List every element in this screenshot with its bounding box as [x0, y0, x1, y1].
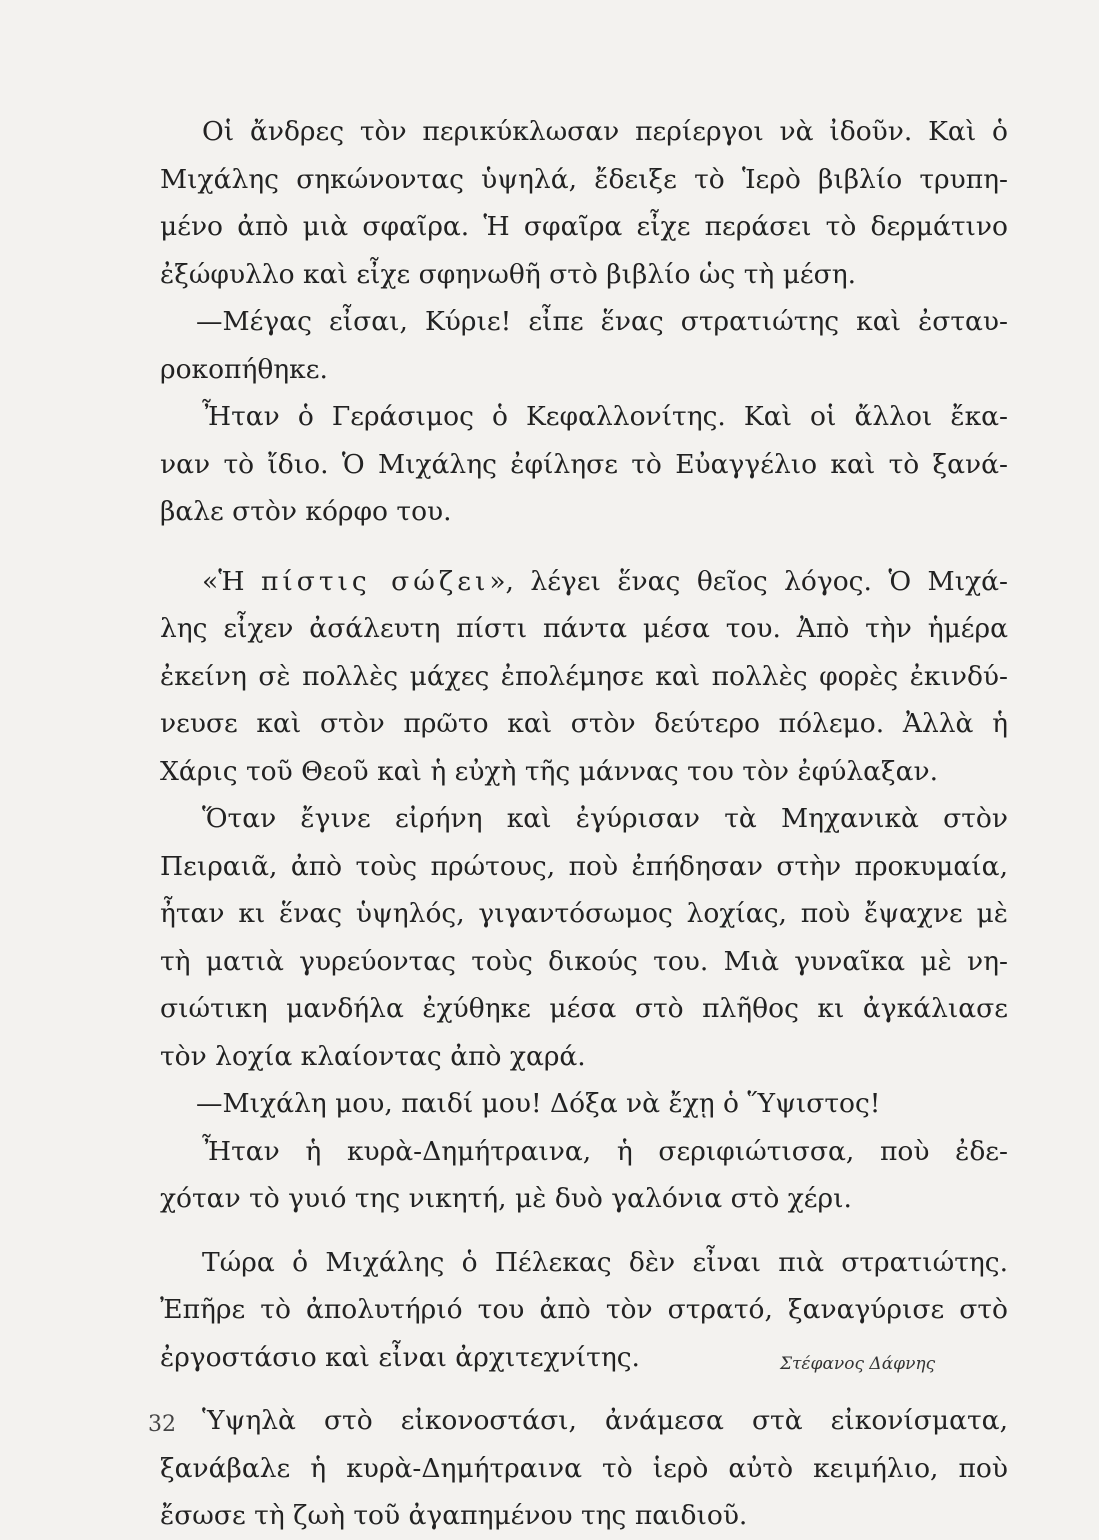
quote-open: «Ἡ	[202, 565, 261, 597]
quote-spaced-text: πίστις σώζει	[260, 565, 490, 597]
paragraph-9	[160, 1397, 1008, 1540]
author-signature: Στέφανος Δάφνης	[780, 1354, 936, 1374]
quote-rest: », λέγει ἕνας θεῖος λόγος. Ὁ Μιχά-	[489, 565, 1008, 597]
paragraph-1	[160, 108, 1008, 298]
paragraph-4	[160, 558, 1008, 796]
page-number: 32	[148, 1412, 176, 1437]
paragraph-2	[160, 298, 1008, 393]
text-line: λης εἶχεν ἀσάλευτη πίστι πάντα μέσα του. Ἀπὸ τὴν ἡμέρα	[160, 613, 1008, 644]
text-line: Ὑψηλὰ στὸ εἰκονοστάσι, ἀνάμεσα στὰ εἰκονίσματα,	[202, 1405, 1008, 1436]
text-line: ἦταν κι ἕνας ὑψηλός, γιγαντόσωμος λοχίας, ποὺ ἔψαχνε μὲ	[160, 898, 1008, 929]
text-line: σιώτικη μανδήλα ἐχύθηκε μέσα στὸ πλῆθος κι ἀγκάλιασε	[160, 993, 1008, 1024]
text-line: Χάρις τοῦ Θεοῦ καὶ ἡ εὐχὴ τῆς μάννας του τὸν ἐφύλαξαν.	[160, 755, 939, 787]
text-line: τὸν λοχία κλαίοντας ἀπὸ χαρά.	[160, 1040, 586, 1072]
text-line: νευσε καὶ στὸν πρῶτο καὶ στὸν δεύτερο πόλεμο. Ἀλλὰ ἡ	[160, 708, 1008, 739]
text-line: Ὅταν ἔγινε εἰρήνη καὶ ἐγύρισαν τὰ Μηχανικὰ στὸν	[202, 803, 1008, 834]
text-line: ναν τὸ ἴδιο. Ὁ Μιχάλης ἐφίλησε τὸ Εὐαγγέλιο καὶ τὸ ξανά-	[160, 448, 1008, 480]
text-line: χόταν τὸ γυιό της νικητή, μὲ δυὸ γαλόνια στὸ χέρι.	[160, 1183, 852, 1214]
text-line: τὴ ματιὰ γυρεύοντας τοὺς δικούς του. Μιὰ γυναῖκα μὲ νη-	[160, 945, 1008, 977]
text-line: Μιχάλης σηκώνοντας ὑψηλά, ἔδειξε τὸ Ἱερὸ βιβλίο τρυπη-	[160, 163, 1008, 195]
text-line: βαλε στὸν κόρφο του.	[160, 496, 452, 527]
body-text	[160, 108, 1008, 1540]
text-line: ἔσωσε τὴ ζωὴ τοῦ ἀγαπημένου της παιδιοῦ.	[160, 1500, 748, 1531]
text-line: ροκοπήθηκε.	[160, 353, 328, 385]
text-line: Ἐπῆρε τὸ ἀπολυτήριό του ἀπὸ τὸν στρατό, ξαναγύρισε στὸ	[160, 1294, 1008, 1325]
paragraph-gap	[160, 1381, 1008, 1397]
text-line: Τώρα ὁ Μιχάλης ὁ Πέλεκας δὲν εἶναι πιὰ στρατιώτης.	[202, 1246, 1008, 1278]
text-line: Πειραιᾶ, ἀπὸ τοὺς πρώτους, ποὺ ἐπήδησαν στὴν προκυμαία,	[160, 850, 1008, 882]
paragraph-gap	[160, 1223, 1008, 1239]
paragraph-3	[160, 393, 1008, 536]
text-line: ἐργοστάσιο καὶ εἶναι ἀρχιτεχνίτης.	[160, 1341, 640, 1373]
paragraph-7	[160, 1128, 1008, 1223]
text-line	[160, 558, 1008, 606]
text-line: μένο ἀπὸ μιὰ σφαῖρα. Ἡ σφαῖρα εἶχε περάσει τὸ δερμάτινο	[160, 211, 1008, 242]
text-line: ξανάβαλε ἡ κυρὰ-Δημήτραινα τὸ ἱερὸ αὐτὸ κειμήλιο, ποὺ	[160, 1452, 1008, 1484]
paragraph-6	[160, 1080, 1008, 1128]
text-line: ἐξώφυλλο καὶ εἶχε σφηνωθῆ στὸ βιβλίο ὡς τὴ μέση.	[160, 258, 857, 290]
text-line: —Μέγας εἶσαι, Κύριε! εἶπε ἕνας στρατιώτης καὶ ἐσταυ-	[196, 306, 1008, 337]
text-line: Οἱ ἄνδρες τὸν περικύκλωσαν περίεργοι νὰ ἰδοῦν. Καὶ ὁ	[202, 116, 1008, 147]
text-line: Ἦταν ὁ Γεράσιμος ὁ Κεφαλλονίτης. Καὶ οἱ ἄλλοι ἔκα-	[202, 401, 1008, 432]
paragraph-5	[160, 795, 1008, 1080]
text-line: Ἦταν ἡ κυρὰ-Δημήτραινα, ἡ σεριφιώτισσα, ποὺ ἐδε-	[202, 1135, 1008, 1167]
text-line: —Μιχάλη μου, παιδί μου! Δόξα νὰ ἔχῃ ὁ Ὕψιστος!	[196, 1088, 881, 1119]
paragraph-gap	[160, 536, 1008, 558]
text-line: ἐκείνη σὲ πολλὲς μάχες ἐπολέμησε καὶ πολλὲς φορὲς ἐκινδύ-	[160, 660, 1008, 692]
